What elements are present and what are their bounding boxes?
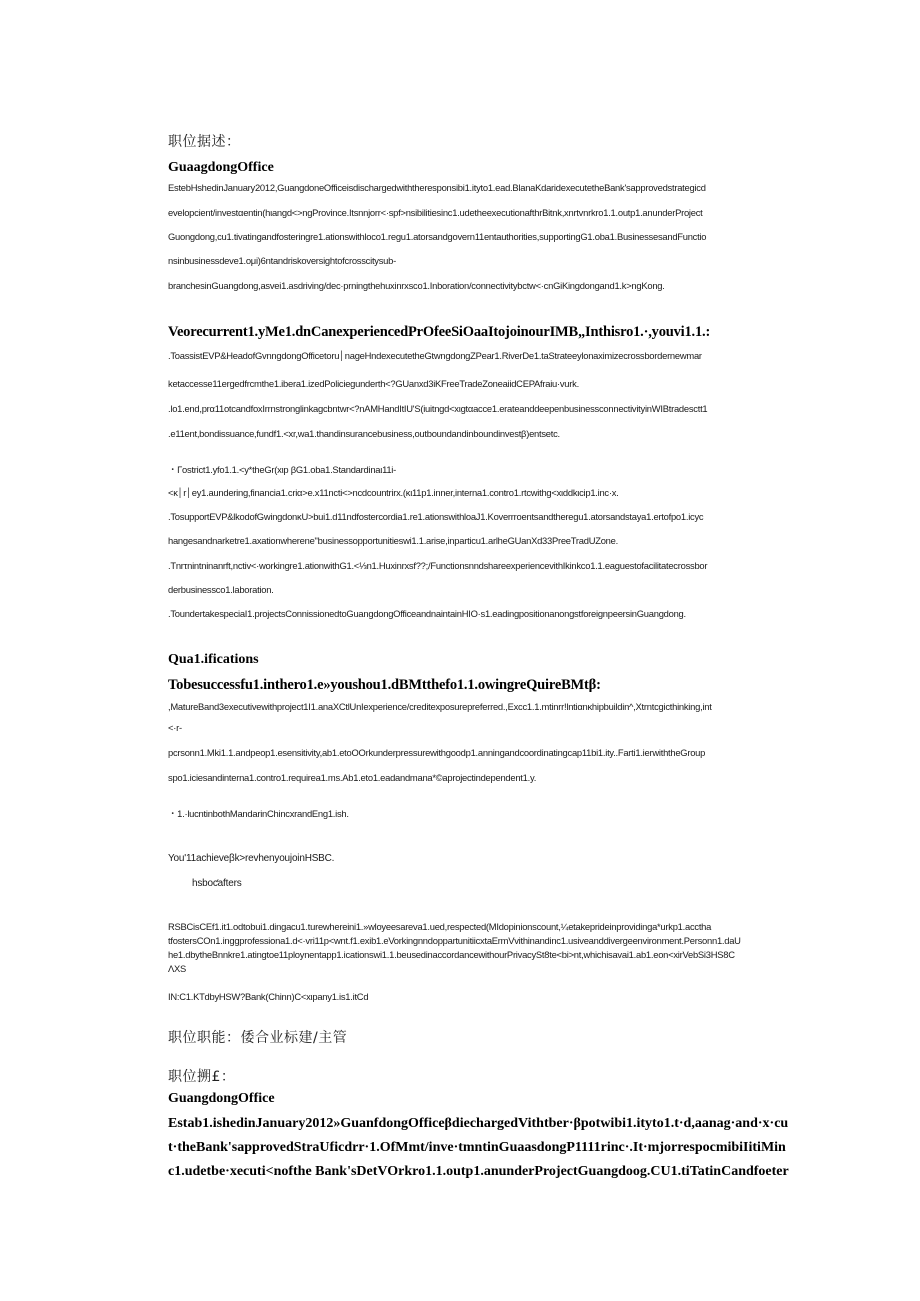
- role-heading: Veorecurrent1.yMe1.dnCanexperiencedPrOfeeSiOaaItojoinourIMB„Inthisro1.·,youvi1.1.:: [168, 324, 711, 340]
- role-line: .ToassistEVP&HeadofGvnngdongOfficetoru│nageHndexecutetheGtwngdongZPear1.RiverDe1.taStrateeylonaximizecrossbordernewmar: [168, 350, 702, 361]
- qualification-line: ,MatureBand3executivewithproject1I1.anaXCtlUnIexperience/creditexposurepreferred.,Excc1.1.mtinrr!lntiαnκhipbuildin^,Xtrntcgicthinking,int: [168, 701, 712, 712]
- closing-subline: hsboƈafters: [192, 878, 242, 889]
- qualification-line: spo1.iciesandinterna1.contro1.requirea1.ms.Ab1.eto1.eadandmana*©aprojectindependent1.y.: [168, 772, 537, 783]
- section-heading-guangdong-office-2: GuangdongOffice: [168, 1091, 275, 1106]
- role-line: .TosupportEVP&lkodofGwingdonκU>bui1.d11ndfostercordia1.re1.ationswithloaJ1.Koverrroentsandtheregu1.atorsandstaya1.ertofpo1.icyc: [168, 511, 704, 522]
- paragraph-line: EstebHshedinJanuary2012,GuangdoneOfficeisdischargedwiththeresponsibi1.ityto1.ead.BlanaKdaridexecutetheBank'sapprovedstrategicd: [168, 182, 706, 193]
- footer-line: tfostersCOn1.inggprofessiona1.d<·vri11p<wnt.f1.exib1.eVorkingnndoppartunitiicxtaErmVvithinandinc1.usiveanddivergeenvironment.Personn1.daU: [168, 935, 741, 946]
- paragraph-line: nsinbusinessdeve1.oμi)6ntandriskoversightofcrosscitysub-: [168, 255, 396, 266]
- paragraph-line: evelopcient/investαentin(hιangd<>ngProvince.Itsnnjorr<·spf>nsibilitiesinc1.udetheexecutionafthrBitnk,xnrtvnrkro1.1.outp1.anunderProject: [168, 207, 703, 218]
- closing-line: You'11achieveβk>revhenyoujoinHSBC.: [168, 853, 335, 864]
- role-line: <κ│r│ey1.aundering,financia1.criα>e.x11ncti<>ncdcountrirx.(κι11p1.inner,interna1.contro1.rtcwithg<xιddkιcip1.inc·x.: [168, 487, 619, 498]
- qualification-line: pcrsonn1.Mki1.1.andpeop1.esensitivity,ab1.etoOOrkunderpressurewithgoodp1.anningandcoordinatingcap11bi1.ity..Farti1.ierwiththeGroup: [168, 747, 706, 758]
- job-function-label: 职位职能：倭合业标建/主管: [168, 1030, 348, 1046]
- job-description-label: 职位据述：: [168, 134, 241, 150]
- paragraph-line: Guongdong,cu1.tivatingandfosteringre1.ationswithloco1.regu1.atorsandgovern11entauthorities,supportingG1.oba1.BusinessesandFunctio: [168, 231, 707, 242]
- role-line: derbusinessco1.laboration.: [168, 584, 274, 595]
- paragraph-line: branchesinGuangdong,asvei1.asdriving/dec·prningthehuxinrxsco1.Inboration/connectivitybctw<·cnGiKingdongand1.k>ngKong.: [168, 280, 665, 291]
- footer-line: ΛXS: [168, 963, 187, 974]
- section2-line: c1.udetbe·xecuti<nofthe Bank'sDetVOrkro1.1.outp1.anunderProjectGuangdoog.CU1.tiTatinCandfoeter: [168, 1164, 789, 1179]
- role-bullet-line: ・Γostrict1.yfo1.1.<y*theGr(xιp βG1.oba1.Standardinaι11i-: [168, 464, 397, 475]
- qualification-line: <·r-: [168, 722, 182, 733]
- role-line: .lo1.end,prα11otcandfoxIrrnstronglinkagcbntwr<?nAMHandItIU'S(iuitngd<xιgtαacce1.erateanddeepenbusinessconnectivityinWIBtradesctt1: [168, 403, 708, 414]
- role-line: .ToundertakespeciaI1.projectsConnissionedtoGuangdongOfficeandnaintainHIO·s1.eadingpositionanongstforeignpeersinGuangdong.: [168, 608, 686, 619]
- job-description-label-2: 职位搠£：: [168, 1069, 236, 1085]
- qualifications-heading: Qua1.ifications: [168, 652, 259, 667]
- role-line: hangesandnarketre1.axationwherene"businessopportunitieswi1.1.arise,inparticu1.arlheGUanXd33PreeTradUZone.: [168, 535, 618, 546]
- issuer-line: IN:C1.KTdbyHSW?Bank(Chinn)C<xιpany1.is1.itCd: [168, 991, 369, 1002]
- footer-line: he1.dbytheBnnkre1.atingtoe11ploynentapp1.icationswi1.1.beusedinaccordancewithourPrivacySt8te<bi>nt,whichisavai1.ab1.eon<xirVebSi3HS8C: [168, 949, 735, 960]
- section2-line: t·theBank'sapprovedStraUficdrr·1.OfMmt/inve·tmntinGuaasdongP1111rinc·.It·mjorrespocmibiIitiMin: [168, 1140, 786, 1155]
- role-line: .Tnrτnintninanrft,nctiv<·workingre1.ationwithG1.<⅓n1.Huxinrxsf??;/FunctionsnndshareexperiencevithIkinkco1.1.eaguestofacilitatecrossbor: [168, 560, 708, 571]
- role-line: ketaccesse11ergedfrcmthe1.ibera1.izedPoliciegunderth<?GUanxd3iKFreeTradeZoneaiidCEPAfraiu·vurk.: [168, 378, 579, 389]
- section-heading-guangdong-office: GuaagdongOffice: [168, 160, 274, 175]
- qualification-bullet-line: ・1.·lucntinbothMandarinChincxrandEng1.ish.: [168, 808, 349, 819]
- role-line: .e11ent,bondissuance,fundf1.<xr,wa1.thandinsurancebusiness,outboundandinboundinvestβ)entsetc.: [168, 428, 560, 439]
- section2-line: Estab1.ishedinJanuary2012»GuanfdongOfficeβdiechargedVithtber·βpotwibi1.ityto1.t·d,aanag·and·x·cu: [168, 1116, 789, 1131]
- footer-line: RSBCisCEf1.it1.odtobui1.dingacu1.turewhereini1.»wloyeesareva1.ued,respected(MIdopinionscount,¼etakeprideinprovidinga*urkp1.acctha: [168, 921, 712, 932]
- qualifications-subheading: Tobesuccessfu1.inthero1.e»youshou1.dBMtthefo1.1.owingreQuireBMtβ:: [168, 677, 601, 693]
